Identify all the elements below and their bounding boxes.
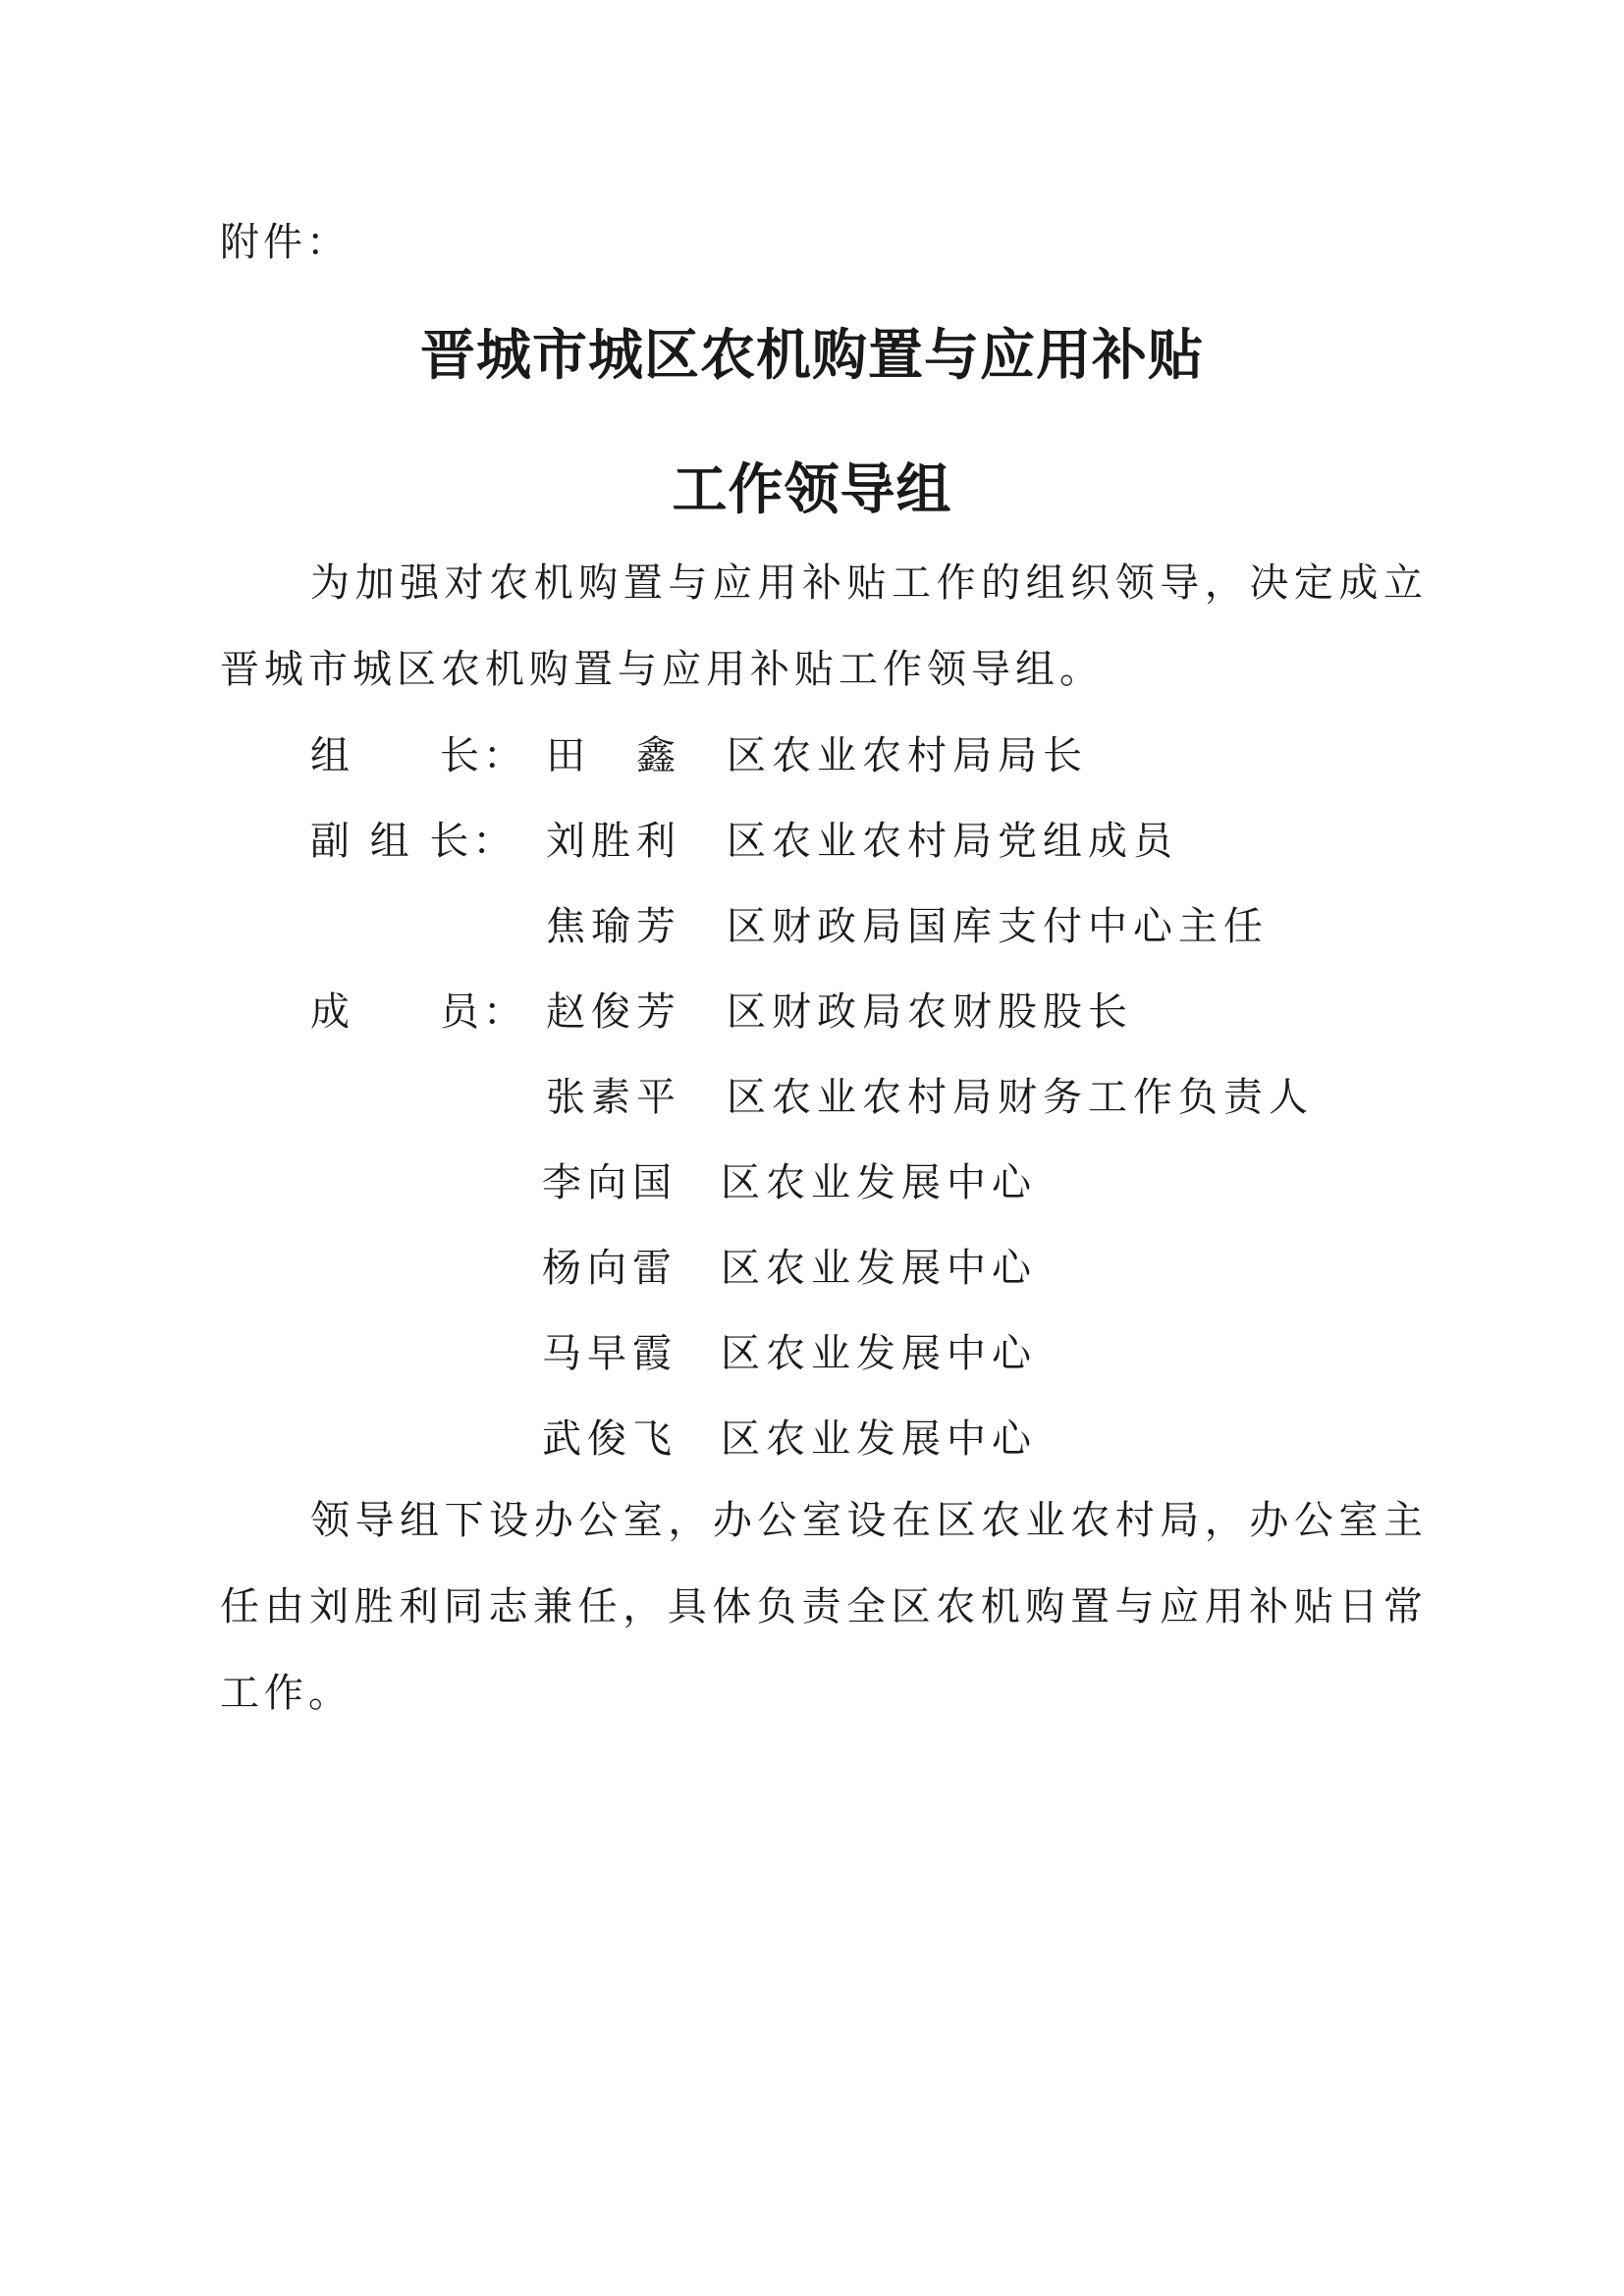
member-dept: 区农业发展中心 (721, 1416, 1037, 1462)
member-dept: 区财政局国库支付中心主任 (727, 904, 1269, 949)
member-name: 刘胜利 (546, 819, 681, 864)
member-role: 副 组 长： (310, 819, 516, 864)
member-dept: 区财政局农财股股长 (727, 989, 1133, 1035)
member-dept: 区农业发展中心 (721, 1331, 1037, 1376)
member-name: 田 鑫 (546, 733, 681, 778)
member-name: 武俊飞 (542, 1416, 677, 1462)
document-title-line-1: 晋城市城区农机购置与应用补贴 (420, 324, 1204, 388)
document-title-line-2: 工作领导组 (672, 458, 952, 522)
member-role: 组 长： (310, 733, 526, 778)
member-role: 成 员： (310, 989, 526, 1035)
member-dept: 区农业农村局财务工作负责人 (727, 1075, 1314, 1120)
intro-paragraph: 为加强对农机购置与应用补贴工作的组织领导，决定成立晋城市城区农机购置与应用补贴工作领导组。 (220, 561, 1428, 692)
member-name: 焦瑜芳 (546, 904, 681, 949)
member-name: 杨向雷 (542, 1246, 677, 1291)
member-name: 李向国 (542, 1160, 677, 1205)
member-name: 张素平 (546, 1075, 681, 1120)
member-name: 赵俊芳 (546, 989, 681, 1035)
office-paragraph: 领导组下设办公室，办公室设在区农业农村局，办公室主任由刘胜利同志兼任，具体负责全区农机购置与应用补贴日常工作。 (220, 1498, 1428, 1716)
member-dept: 区农业农村局党组成员 (727, 819, 1178, 864)
member-dept: 区农业发展中心 (721, 1246, 1037, 1291)
member-name: 马早霞 (542, 1331, 677, 1376)
member-dept: 区农业农村局局长 (727, 733, 1088, 778)
member-dept: 区农业发展中心 (721, 1160, 1037, 1205)
attachment-label: 附件： (220, 220, 350, 265)
